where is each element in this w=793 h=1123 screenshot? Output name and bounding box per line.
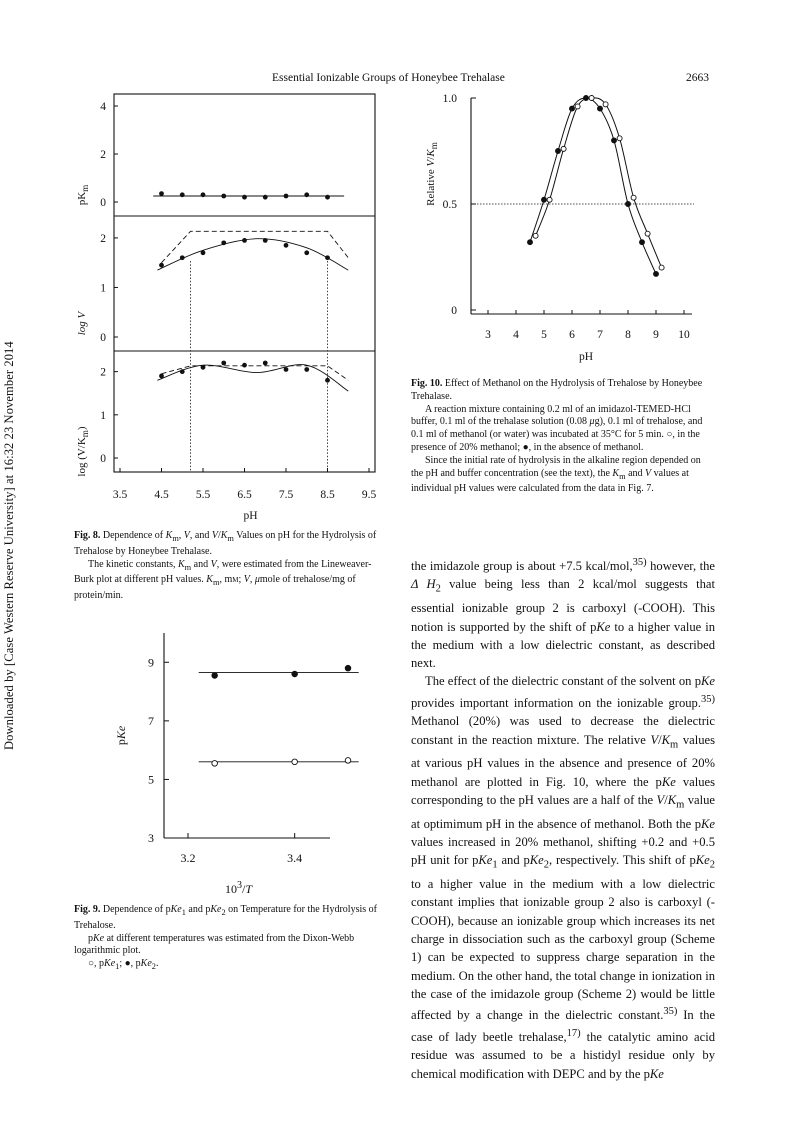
x-axis-label: pH [243,510,258,522]
y-tick-label: 4 [100,101,106,113]
figure-8-label: Fig. 8. [74,530,101,541]
figure-10-caption [411,378,715,496]
y-tick-label: 7 [148,713,154,728]
data-point [242,363,247,368]
x-tick-label: 5 [541,329,547,341]
figure-10-chart [415,86,715,371]
data-point [284,243,289,248]
data-point [201,192,206,197]
figure-10-label: Fig. 10. [411,378,443,389]
y-tick-label: 2 [100,232,106,245]
y-axis-label [114,716,130,756]
x-tick-label: 10 [678,329,690,341]
x-tick-label: 3.5 [112,489,128,501]
data-point [556,149,561,154]
data-point [325,378,330,383]
x-axis-label: pH [578,351,594,363]
y-tick-label: 0 [100,453,106,465]
figure-9-caption [74,904,380,974]
data-point [645,231,650,236]
y-tick-label: 0.5 [442,199,457,211]
data-point [345,665,351,671]
x-tick-label: 4 [513,329,519,341]
series-line [530,98,656,274]
figure-9-label: Fig. 9. [74,904,101,915]
figure-10-title: Effect of Methanol on the Hydrolysis of Trehalose by Honeybee Trehalase. [411,378,703,402]
data-point [284,367,289,372]
x-tick-label: 7.5 [278,489,294,501]
y-axis-label [76,407,92,497]
data-point [221,361,226,366]
figure-9-legend: ○, pKe$_1$; ●, pKe$_2$. [88,958,159,972]
figure-9-title: Dependence of pKe$_1$ and pKe$_2$ on Temperature for the Hydrolysis of Trehalose. [74,904,377,931]
x-tick-label: 9.5 [361,489,377,501]
figure-9-caption-body: pKe at different temperatures was estimated from the Dixon-Webb logarithmic plot. [74,932,355,957]
y-axis-label [76,150,92,240]
fit-curve [157,365,348,391]
x-tick-label: 3.4 [287,851,303,865]
data-point [304,192,309,197]
y-tick-label: 9 [148,655,154,670]
data-point [654,271,659,276]
y-axis-label-text: Relative $V/K_m$ [425,142,440,206]
y-tick-label: 2 [100,366,106,379]
theoretical-curve [162,231,349,262]
y-tick-label: 0 [100,197,106,209]
figure-8-title: Dependence of $K_m$, V, and $V/K_m$ Values on pH for the Hydrolysis of Trehalose by Honeybee Trehalase. [74,530,377,557]
x-tick-label: 8.5 [320,489,335,501]
x-tick-label: 6 [569,329,575,341]
data-point [304,367,309,372]
y-axis-label [76,279,92,369]
body-paragraph: the imidazole group is about +7.5 kcal/mol,$^{35)}$ however, the Δ $H_2$ value being less than 2 kcal/mol suggests that essential ionizable group 2 is carboxyl (-COOH). This notion is supported by the shift of pKe to a higher value in the medium with a low dielectric constant, as described next. [411,557,715,671]
data-point [159,263,164,268]
data-point [612,138,617,143]
y-tick-label: 2 [100,149,106,161]
x-axis-label [225,880,285,898]
x-axis-label-text: $10^3/T$ [225,880,253,896]
running-title: Essential Ionizable Groups of Honeybee Trehalase [272,72,505,84]
data-point [626,202,631,207]
data-point [242,195,247,200]
x-tick-label: 3 [485,329,491,341]
data-point [304,250,309,255]
y-tick-label: 1 [100,282,106,295]
x-tick-label: 9 [653,329,659,341]
y-tick-label: 1 [100,409,106,422]
data-point [292,671,298,677]
x-tick-label: 3.2 [180,851,196,865]
plot-frame [114,94,375,472]
figure-10-caption-body-2: Since the initial rate of hydrolysis in the alkaline region depended on the pH and buffer concentration (see the text), the $K_m$ and V values at individual pH values were calculated from the data in Fig. 7. [411,454,701,495]
data-point [640,240,645,245]
data-point [659,265,664,270]
figure-8-chart [70,86,390,522]
fit-curve [157,239,348,270]
x-tick-label: 5.5 [195,489,211,501]
page-number: 2663 [686,72,709,84]
y-axis-label [425,124,441,224]
data-point [263,195,268,200]
body-paragraph: The effect of the dielectric constant of the solvent on pKe provides important information on the ionizable group.$^{35)}$ Methanol (20%) was used to decrease the dielectric constant in the reaction mixture. The relative $V/K_m$ values at various pH values in the absence and presence of 20% methanol are plotted in Fig. 10, where the pKe values corresponding to the pH values are a half of the $V/K_m$ value at optimimum pH in the absence of methanol. Both the pKe values increased in 20% methanol, shifting +0.2 and +0.5 pH unit for pKe$_1$ and pKe$_2$, respectively. This shift of pKe$_2$ to a higher value in the medium with a low dielectric constant implies that ionizable group 2 also is carboxyl (-COOH), because an ionizable group which increases its net charge in dissociation such as the carboxyl group (Scheme 1) can be expected to suppress charge separation in the medium. On the other hand, the total change in ionization in the case of the imidazole group (Scheme 2) would be little affected by a change in the dielectric constant.$^{35)}$ In the case of lady beetle trehalase,$^{17)}$ the catalytic amino acid residue was assumed to be a histidyl residue only by chemical modification with DEPC and by the pKe [411,674,716,1081]
data-point [631,195,636,200]
x-tick-label: 7 [597,329,603,341]
data-point [575,104,580,109]
data-point [325,195,330,200]
data-point [159,191,164,196]
x-tick-label: 6.5 [237,489,252,501]
y-tick-label: 5 [148,772,154,787]
x-tick-label: 8 [625,329,631,341]
data-point [533,233,538,238]
data-point [589,96,594,101]
data-point [292,759,298,765]
data-point [542,197,547,202]
data-point [180,192,185,197]
download-notice-text: Downloaded by [Case Western Reserve University] at 16:32 23 November 2014 [2,341,16,750]
data-point [603,102,608,107]
data-point [212,761,218,767]
data-point [570,106,575,111]
data-point [598,106,603,111]
y-axis-label-text: log V [76,311,88,336]
data-point [617,136,622,141]
figure-9-chart [100,625,380,895]
data-point [528,240,533,245]
y-tick-label: 0 [100,332,106,344]
y-tick-label: 0 [451,305,457,317]
y-tick-label: 3 [148,831,154,845]
y-axis-label-text: pKe [114,725,128,746]
data-point [561,146,566,151]
figure-10-caption-body-1: A reaction mixture containing 0.2 ml of an imidazol-TEMED-HCl buffer, 0.1 ml of the trehalase solution (0.08 μg), 0.1 ml of trehalose, and 0.1 ml of methanol (or water) was incubated at 35°C for 5 min. ○, in the presence of 20% methanol; ●, in the absence of methanol. [411,403,703,453]
data-point [263,361,268,366]
data-point [212,673,218,679]
y-tick-label: 1.0 [442,93,457,105]
data-point [547,197,552,202]
y-axis-label-text: $pK_m$ [76,184,91,206]
figure-8-caption-body: The kinetic constants, $K_m$ and V, were estimated from the Lineweaver-Burk plot at different pH values. $K_m$, mm; V, μmole of trehalose/mg of protein/min. [74,558,372,602]
x-tick-label: 4.5 [154,489,169,501]
figure-8-caption [74,530,380,603]
y-axis-label-text: $\log (V/K_m)$ [76,426,91,477]
data-point [345,758,351,764]
body-text [411,554,715,1083]
